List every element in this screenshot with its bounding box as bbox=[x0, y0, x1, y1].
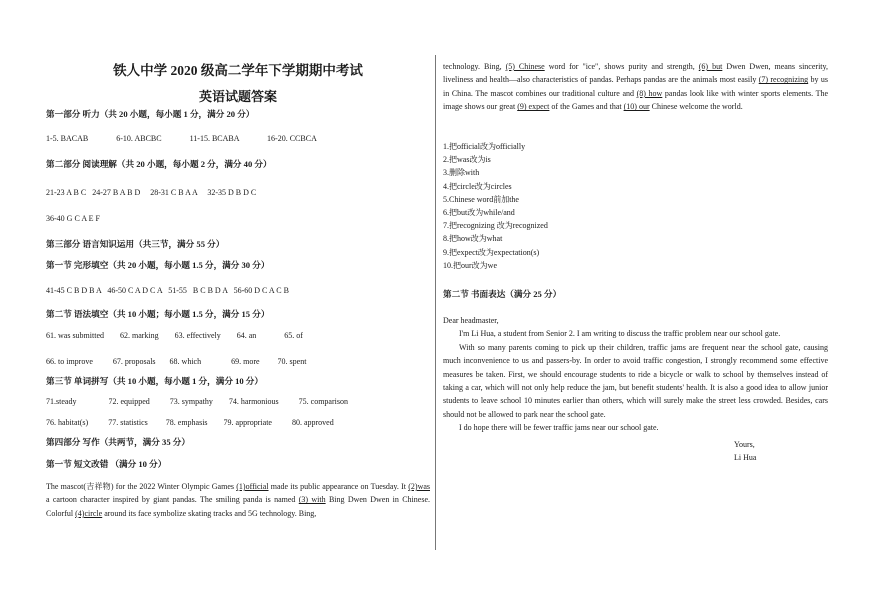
part4-heading: 第四部分 写作（共两节，满分 35 分） bbox=[46, 437, 190, 447]
cloze-answers: 41-45 C B D B A 46-50 C A D C A 51-55 B C B D A 56-60 D C A C B bbox=[46, 286, 289, 295]
correction-item: 1.把official改为officially bbox=[443, 142, 526, 151]
correction-item: 3.删除with bbox=[443, 168, 480, 178]
writing-heading: 第二节 书面表达（满分 25 分） bbox=[443, 289, 562, 300]
spelling-line1: 71.steady 72. equipped 73. sympathy 74. harmonious 75. comparison bbox=[46, 397, 348, 406]
part3-heading: 第三部分 语言知识运用（共三节，满分 55 分） bbox=[46, 239, 225, 249]
letter-paragraph-1: I'm Li Hua, a student from Senior 2. I am writing to discuss the traffic problem near our school gate. bbox=[459, 329, 781, 339]
part1-answers: 1-5. BACAB 6-10. ABCBC 11-15. BCABA 16-20. CCBCA bbox=[46, 134, 317, 143]
error-correction-passage-part1 bbox=[46, 480, 430, 520]
left-column bbox=[46, 62, 430, 520]
passage-text: Bing Dwen Dwen in Chinese. Colorful bbox=[46, 495, 430, 518]
part2-answers-line2: 36-40 G C A E F bbox=[46, 214, 101, 223]
letter-closing: Yours, bbox=[734, 439, 755, 449]
letter-paragraph-2: With so many parents coming to pick up their children, traffic jams are frequent near the school gate, causing much inconvenience to us and passers-by. In order to avoid traffic congestion, I strongly recommend some effective measures be taken. First, we should encourage students to ride a bicycle or walk to school by themselves instead of taking a car, which will not only help reduce the jam, but benefit students' health. It is also a good idea to allow junior students to leave school 10 minutes earlier than others, which will surely make the street less crowded. Besides, cars should not be allowed to park near the school gate. bbox=[443, 342, 828, 419]
passage-text: of the Games and that bbox=[549, 102, 624, 112]
correction-item: 6.把but改为while/and bbox=[443, 208, 515, 218]
passage-text: word for "ice", shows purity and strength, bbox=[544, 62, 699, 71]
correction-item: 7.把recognizing 改为recognized bbox=[443, 221, 548, 231]
letter-signature: Li Hua bbox=[734, 452, 757, 462]
passage-text: Dwen Dwen, means sincerity, liveliness and health—also characteristics of pandas. Perhaps pandas are the animals most easily bbox=[443, 62, 828, 85]
error-mark-3: (3) with bbox=[298, 495, 326, 505]
error-mark-8: (8) how bbox=[636, 88, 663, 98]
letter-paragraph-3: I do hope there will be fewer traffic jams near our school gate. bbox=[459, 423, 659, 433]
error-mark-4: (4)circle bbox=[75, 508, 103, 518]
passage-text: The mascot(吉祥物) for the 2022 Winter Olympic Games bbox=[46, 482, 237, 491]
passage-text: by us in China. The mascot combines our traditional culture and bbox=[443, 75, 828, 98]
grammar-fill-heading: 第二节 语法填空（共 10 小题；每小题 1.5 分，满分 15 分） bbox=[46, 309, 270, 319]
part1-heading: 第一部分 听力（共 20 小题，每小题 1 分，满分 20 分） bbox=[46, 109, 255, 119]
passage-text: Chinese welcome the world. bbox=[649, 102, 743, 112]
error-mark-9: (9) expect bbox=[517, 102, 550, 112]
grammar-fill-line2: 66. to improve 67. proposals 68. which 69. more 70. spent bbox=[46, 357, 307, 366]
correction-item: 4.把circle改为circles bbox=[443, 181, 512, 191]
correction-item: 8.把how改为what bbox=[443, 234, 503, 244]
correction-item: 10.把our改为we bbox=[443, 260, 497, 270]
grammar-fill-line1: 61. was submitted 62. marking 63. effectively 64. an 65. of bbox=[46, 331, 303, 340]
error-mark-10: (10) our bbox=[623, 102, 650, 112]
part2-answers-line1: 21-23 A B C 24-27 B A B D 28-31 C B A A 32-35 D B D C bbox=[46, 188, 257, 197]
correction-item: 2.把was改为is bbox=[443, 155, 491, 165]
error-correction-passage-part2: technology. Bing, (5) Chinese word for "ice", shows purity and strength, (6) but Dwen Dwen, means sincerity, liveliness and health—also characteristics of pandas. Perhaps pandas are the animals most easily (7) recognizing by us in China. The mascot combines our traditional culture and (8) how pandas look like with winter sports elements. The image shows our great (9) expect of the Games and that (10) our Chinese welcome the world. bbox=[443, 62, 828, 112]
answer-key-title: 英语试题答案 bbox=[198, 89, 277, 104]
passage-text: a cartoon character inspired by giant pandas. The smiling panda is named bbox=[46, 495, 299, 505]
error-mark-7: (7) recognizing bbox=[758, 75, 809, 85]
exam-title: 铁人中学 2020 级高二学年下学期期中考试 bbox=[113, 63, 363, 78]
cloze-heading: 第一节 完形填空（共 20 小题，每小题 1.5 分，满分 30 分） bbox=[46, 260, 270, 270]
column-divider bbox=[435, 55, 436, 550]
right-column bbox=[443, 60, 828, 464]
part2-heading: 第二部分 阅读理解（共 20 小题，每小题 2 分，满分 40 分） bbox=[46, 159, 272, 169]
corrections-list bbox=[443, 140, 828, 272]
passage-text: made its public appearance on Tuesday. It bbox=[268, 482, 409, 491]
error-mark-1: (1)official bbox=[236, 482, 269, 491]
correction-item: 5.Chinese word前加the bbox=[443, 194, 519, 204]
spelling-heading: 第三节 单词拼写（共 10 小题，每小题 1 分，满分 10 分） bbox=[46, 376, 263, 386]
error-correction-heading: 第一节 短文改错 （满分 10 分） bbox=[46, 459, 167, 469]
error-mark-5: (5) Chinese bbox=[505, 62, 545, 71]
error-mark-2: (2)was bbox=[408, 482, 430, 491]
passage-text: pandas look like with winter sports elements. The image shows our great bbox=[443, 88, 828, 112]
letter-salutation: Dear headmaster, bbox=[443, 316, 499, 326]
correction-item: 9.把expect改为expectation(s) bbox=[443, 247, 540, 257]
spelling-line2: 76. habitat(s) 77. statistics 78. emphasis 79. appropriate 80. approved bbox=[46, 418, 334, 427]
passage-text: around its face symbolize skating tracks and 5G technology. Bing, bbox=[102, 508, 317, 518]
error-mark-6: (6) but bbox=[698, 62, 723, 71]
